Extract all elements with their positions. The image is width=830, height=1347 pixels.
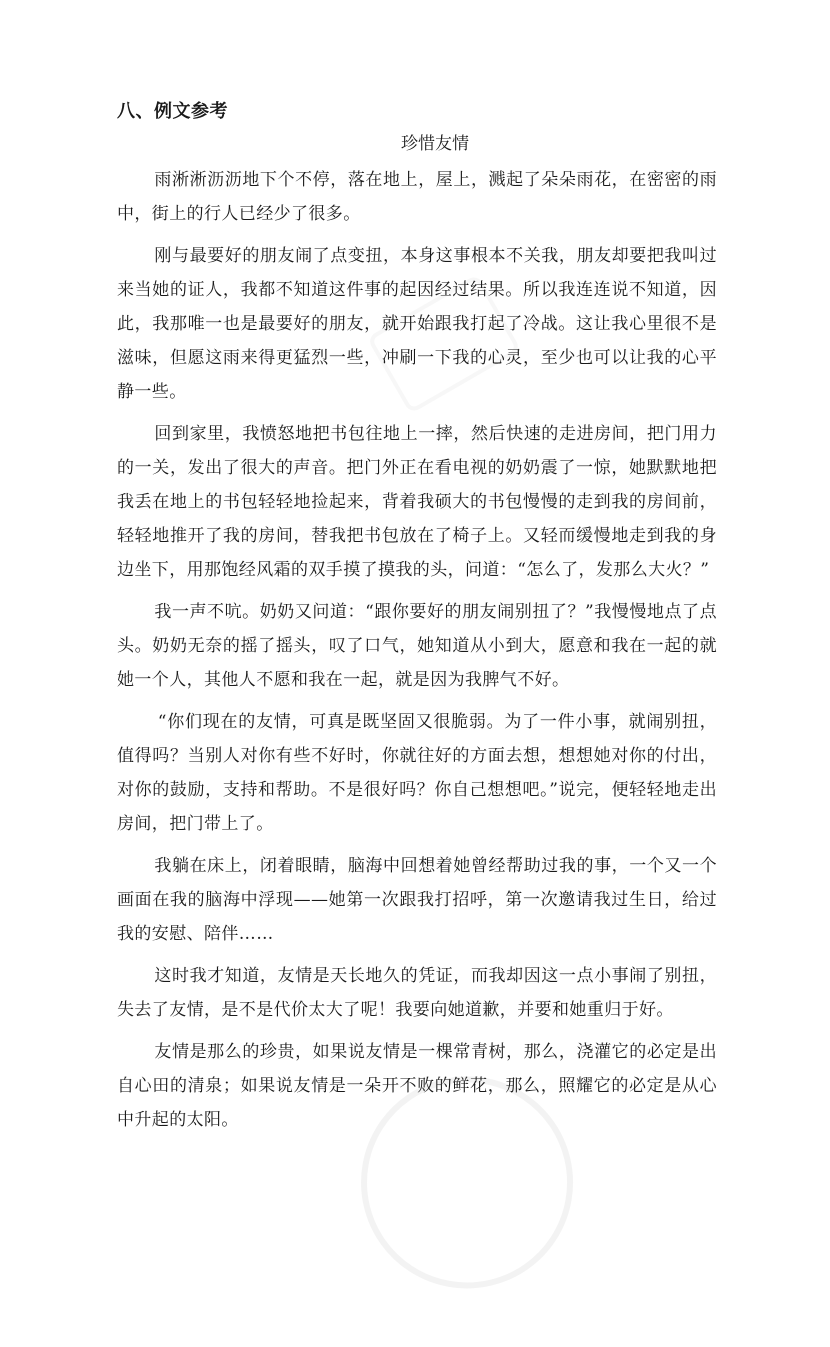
essay-paragraph: 雨淅淅沥沥地下个不停，落在地上，屋上，溅起了朵朵雨花，在密密的雨中，街上的行人已经少了很多。 xyxy=(117,170,717,224)
essay-paragraph: 刚与最要好的朋友闹了点变扭，本身这事根本不关我，朋友却要把我叫过来当她的证人，我都不知道这件事的起因经过结果。所以我连连说不知道，因此，我那唯一也是最要好的朋友，就开始跟我打起了冷战。这让我心里很不是滋味，但愿这雨来得更猛烈一些，冲刷一下我的心灵，至少也可以让我的心平静一些。 xyxy=(117,246,717,402)
essay-body xyxy=(117,163,717,1145)
essay-paragraph: 我一声不吭。奶奶又问道：“跟你要好的朋友闹别扭了？”我慢慢地点了点头。奶奶无奈的摇了摇头，叹了口气，她知道从小到大，愿意和我在一起的就她一个人，其他人不愿和我在一起，就是因为我脾气不好。 xyxy=(117,602,717,690)
essay-paragraph: 这时我才知道，友情是天长地久的凭证，而我却因这一点小事闹了别扭，失去了友情，是不是代价太大了呢！我要向她道歉，并要和她重归于好。 xyxy=(117,966,717,1020)
essay-paragraph: 回到家里，我愤怒地把书包往地上一摔，然后快速的走进房间，把门用力的一关，发出了很大的声音。把门外正在看电视的奶奶震了一惊，她默默地把我丢在地上的书包轻轻地捡起来，背着我硕大的书包慢慢的走到我的房间前，轻轻地推开了我的房间，替我把书包放在了椅子上。又轻而缓慢地走到我的身边坐下，用那饱经风霜的双手摸了摸我的头，问道：“怎么了，发那么大火？” xyxy=(117,424,717,580)
essay-paragraph: 我躺在床上，闭着眼睛，脑海中回想着她曾经帮助过我的事，一个又一个画面在我的脑海中浮现——她第一次跟我打招呼，第一次邀请我过生日，给过我的安慰、陪伴…… xyxy=(117,856,717,944)
essay-paragraph: “你们现在的友情，可真是既坚固又很脆弱。为了一件小事，就闹别扭，值得吗？当别人对你有些不好时，你就往好的方面去想，想想她对你的付出，对你的鼓励，支持和帮助。不是很好吗？你自己想想吧。”说完，便轻轻地走出房间，把门带上了。 xyxy=(117,712,717,834)
essay-title: 珍惜友情 xyxy=(401,134,469,154)
section-heading: 八、例文参考 xyxy=(117,101,228,122)
essay-paragraph: 友情是那么的珍贵，如果说友情是一棵常青树，那么，浇灌它的必定是出自心田的清泉；如果说友情是一朵开不败的鲜花，那么，照耀它的必定是从心中升起的太阳。 xyxy=(117,1042,717,1130)
